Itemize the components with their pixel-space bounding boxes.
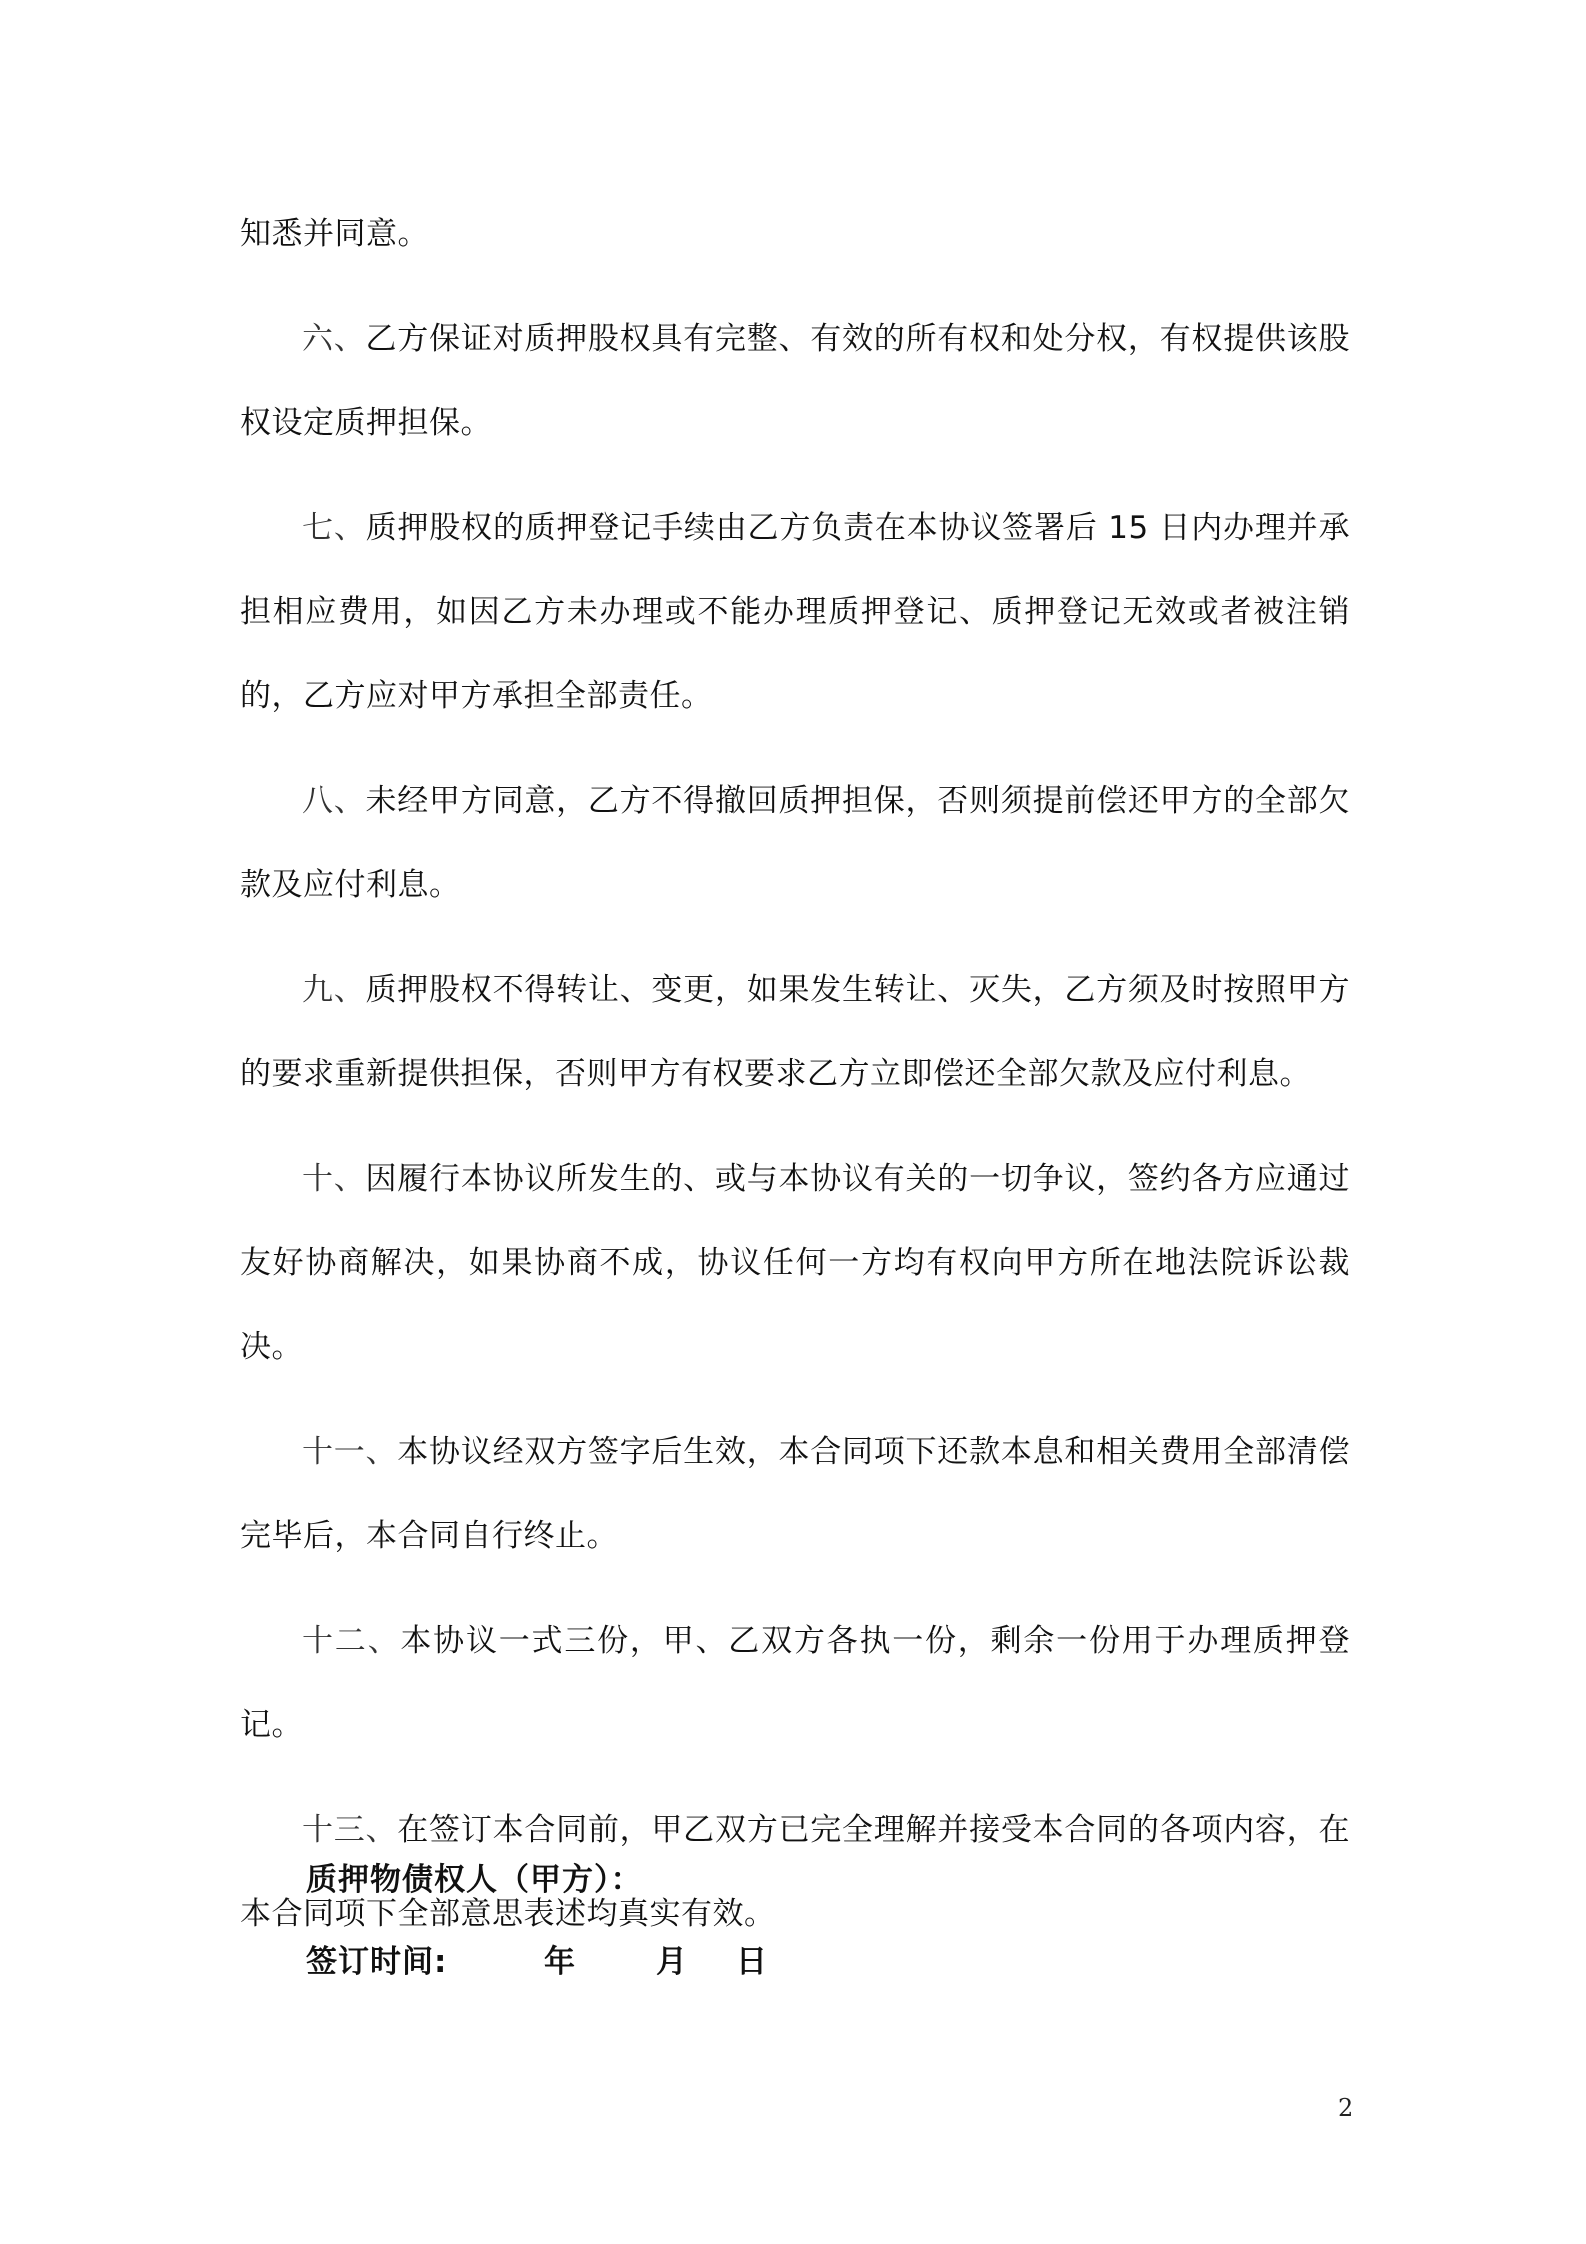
clause-text: 因履行本协议所发生的、或与本协议有关的一切争议，签约各方应通过友好协商解决，如果协商不成，协议任何一方均有权向甲方所在地法院诉讼裁决。 (240, 1161, 1350, 1365)
clause-10 (240, 1137, 1350, 1389)
clause-text: 在签订本合同前，甲乙双方已完全理解并接受本合同的各项内容，在本合同项下全部意思表述均真实有效。 (240, 1812, 1350, 1932)
clause-number: 十、 (302, 1161, 366, 1197)
signing-date-label: 签订时间: (306, 1944, 448, 1980)
signing-date-line (306, 1942, 806, 1982)
clause-12 (240, 1599, 1350, 1767)
document-body (240, 192, 1350, 1977)
paragraph-text: 知悉并同意。 (240, 216, 429, 252)
clause-text: 本协议经双方签字后生效，本合同项下还款本息和相关费用全部清偿完毕后，本合同自行终止。 (240, 1434, 1350, 1554)
clause-11 (240, 1410, 1350, 1578)
clause-number: 十一、 (302, 1434, 398, 1470)
clause-text: 质押股权的质押登记手续由乙方负责在本协议签署后 15 日内办理并承担相应费用，如因乙方未办理或不能办理质押登记、质押登记无效或者被注销的，乙方应对甲方承担全部责任。 (240, 510, 1351, 714)
clause-number: 七、 (302, 510, 366, 546)
clause-text: 本协议一式三份，甲、乙双方各执一份，剩余一份用于办理质押登记。 (240, 1623, 1351, 1743)
clause-9 (240, 948, 1350, 1116)
clause-text: 质押股权不得转让、变更，如果发生转让、灭失，乙方须及时按照甲方的要求重新提供担保，否则甲方有权要求乙方立即偿还全部欠款及应付利息。 (240, 972, 1350, 1092)
creditor-signature-label: 质押物债权人（甲方）： (306, 1862, 643, 1898)
clause-number: 十三、 (302, 1812, 398, 1848)
clause-number: 十二、 (302, 1623, 401, 1659)
paragraph-continuation (240, 192, 1350, 276)
clause-number: 六、 (302, 321, 366, 357)
clause-text: 乙方保证对质押股权具有完整、有效的所有权和处分权，有权提供该股权设定质押担保。 (240, 321, 1350, 441)
clause-number: 八、 (302, 783, 366, 819)
clause-text: 未经甲方同意，乙方不得撤回质押担保，否则须提前偿还甲方的全部欠款及应付利息。 (240, 783, 1350, 903)
date-month-label: 月 (656, 1944, 688, 1980)
clause-number: 九、 (302, 972, 366, 1008)
date-year-label: 年 (544, 1944, 576, 1980)
page-number: 2 (1338, 2094, 1354, 2122)
date-day-label: 日 (736, 1944, 768, 1980)
clause-8 (240, 759, 1350, 927)
clause-6 (240, 297, 1350, 465)
clause-7 (240, 486, 1350, 738)
